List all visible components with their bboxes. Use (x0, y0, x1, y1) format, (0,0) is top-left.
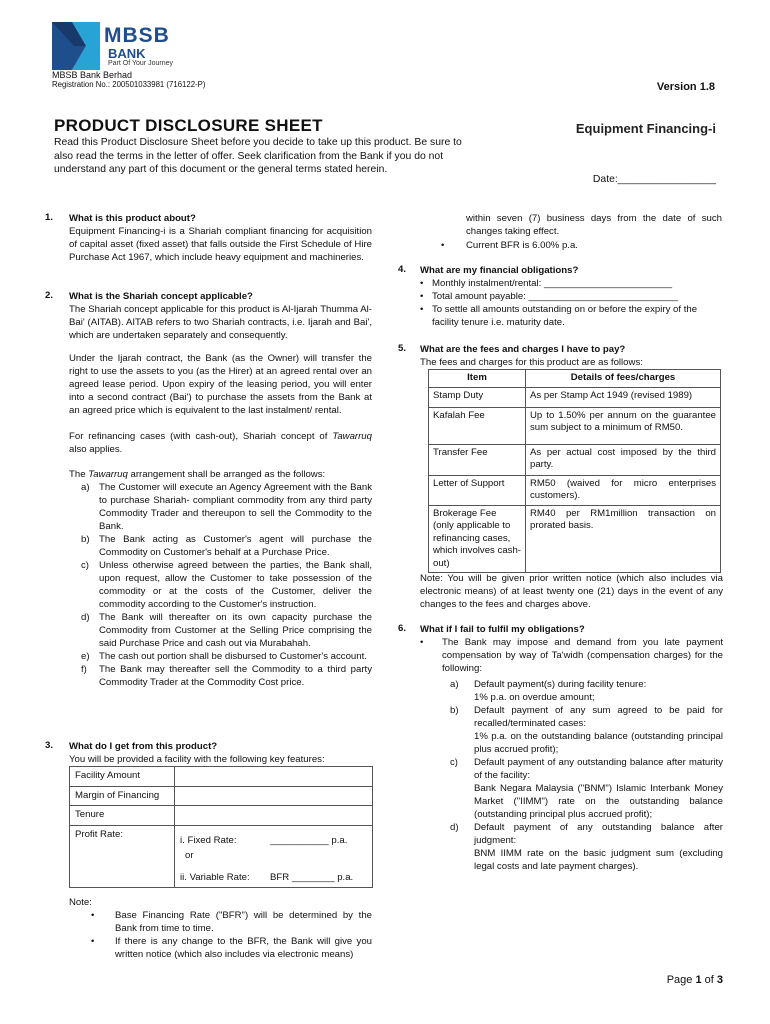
list-item-text: The Customer will execute an Agency Agreement with the Bank to purchase Shariah- compliant commodity from any third party Commodity Trader and thereupon to sell the Commodity to the Bank. (99, 482, 372, 532)
fee-details: RM50 (waived for micro enterprises customers). (526, 475, 721, 505)
note-text: Base Financing Rate ("BFR") will be determined by the Bank from time to time. (115, 910, 372, 934)
section-1-body: Equipment Financing-i is a Shariah compliant financing for acquisition of capital asset (fixed asset) that falls outside the First Schedule of Hire Purchase Act 1967, which include heavy equipment and machineries. (69, 226, 372, 263)
page-total: 3 (716, 974, 723, 986)
bfr-list (441, 239, 721, 252)
list-item (91, 909, 372, 935)
tawarruq-intro-term: Tawarruq (88, 469, 128, 480)
section-2-number: 2. (45, 290, 54, 301)
list-item (81, 481, 372, 533)
fees-table (428, 369, 721, 573)
table-row (70, 767, 373, 787)
margin-value[interactable] (175, 786, 373, 806)
list-item-label: d) (81, 612, 90, 623)
default-case-rate: BNM IIMM rate on the basic judgment sum (excluding legal costs and late payment charges). (474, 848, 723, 872)
list-item (450, 704, 723, 756)
section-2-ijarah-paragraph: Under the Ijarah contract, the Bank (as the Owner) will transfer the right to use the assets to you (as the Hirer) at an agreed rental over an agreed lease period. Upon expiry of the leasing period, you will enter into a second contract (Bai') to purchase the assets from the Bank at an agreed price which is equivalent to the last instalment/ rental. (69, 353, 372, 416)
fee-item: Letter of Support (429, 475, 526, 505)
table-row (70, 786, 373, 806)
settle-text: To settle all amounts outstanding on or before the expiry of the facility tenure i.e. maturity date. (432, 304, 698, 328)
page-number (667, 974, 723, 986)
note-label: Note: (69, 897, 92, 908)
list-item (81, 650, 372, 663)
tawarruq-term: Tawarruq (332, 431, 372, 442)
key-features-table (69, 766, 373, 888)
list-item (420, 277, 723, 290)
section-3-continuation: within seven (7) business days from the date of such changes taking effect. (466, 213, 722, 237)
notes-list (91, 909, 372, 961)
note-text: If there is any change to the BFR, the Bank will give you written notice (which also includes via electronic means) (115, 936, 372, 960)
list-item-text: The Bank may thereafter sell the Commodity to a third party Commodity Trader at the Commodity Cost price. (99, 664, 372, 688)
default-case-rate: 1% p.a. on overdue amount; (474, 692, 595, 703)
page-current: 1 (695, 974, 702, 986)
refinancing-text-end: also applies. (69, 444, 123, 455)
list-item-text: Unless otherwise agreed between the parties, the Bank shall, upon request, allow the Customer to take possession of the commodity or at the costs of the Customer, deliver the commodity according to the Customer's instruction. (99, 560, 372, 610)
fee-item: Kafalah Fee (429, 407, 526, 444)
fee-item: Brokerage Fee (only applicable to refinancing cases, which involves cash-out) (429, 505, 526, 573)
default-case-text: Default payment of any outstanding balance after judgment: (474, 822, 723, 846)
tawarruq-intro-end: arrangement shall be arranged as the follows: (130, 469, 326, 480)
tawarruq-intro (69, 468, 372, 481)
margin-label: Margin of Financing (70, 786, 175, 806)
fee-details: As per Stamp Act 1949 (revised 1989) (526, 387, 721, 407)
facility-amount-label: Facility Amount (70, 767, 175, 787)
section-4-number: 4. (398, 264, 407, 275)
variable-rate-label: ii. Variable Rate: (180, 871, 250, 883)
section-5-heading: What are the fees and charges I have to pay? (420, 344, 626, 355)
list-item (450, 756, 723, 821)
table-row (429, 475, 721, 505)
total-payable[interactable]: Total amount payable: ____________________________ (432, 291, 678, 302)
obligations-list (420, 277, 723, 329)
section-2 (69, 290, 372, 689)
section-2-heading: What is the Shariah concept applicable? (69, 291, 253, 302)
section-4 (420, 264, 723, 329)
monthly-instalment[interactable]: Monthly instalment/rental: ________________________ (432, 278, 673, 289)
list-item-text: The Bank will thereafter on its own capacity purchase the Commodity from Customer at the Selling Price comprising the said Purchase Price and cash out via Murabahah. (99, 612, 372, 649)
table-row (429, 387, 721, 407)
facility-amount-value[interactable] (175, 767, 373, 787)
table-header-row (429, 370, 721, 388)
product-name: Equipment Financing-i (575, 121, 716, 136)
list-item-label: d) (450, 822, 459, 833)
fee-item: Stamp Duty (429, 387, 526, 407)
page-prefix: Page (666, 974, 696, 986)
list-item (81, 663, 372, 689)
fee-item: Transfer Fee (429, 444, 526, 475)
company-name: MBSB Bank Berhad (52, 70, 133, 80)
list-item-label: c) (81, 560, 89, 571)
list-item (81, 533, 372, 559)
list-item (441, 239, 721, 252)
tawarruq-intro-start: The (69, 469, 86, 480)
section-3 (69, 740, 372, 766)
intro-text: Read this Product Disclosure Sheet before you decide to take up this product. Be sure to also read the terms in the letter of offer. Seek clarification from the Bank if you do not understand any part of this document or the general terms stated herein. (54, 137, 462, 175)
registration-number: Registration No.: 200501033981 (716122-P) (52, 80, 206, 89)
table-row (429, 505, 721, 573)
fixed-rate-line (180, 835, 367, 848)
list-item (91, 935, 372, 961)
default-case-text: Default payment(s) during facility tenure: (474, 679, 647, 690)
list-item-label: a) (450, 679, 459, 690)
fees-col-item: Item (429, 370, 526, 388)
fee-details: Up to 1.50% per annum on the guarantee sum subject to a minimum of RM50. (526, 407, 721, 444)
section-5-number: 5. (398, 343, 407, 354)
brand-name: MBSB (104, 24, 170, 47)
list-item (81, 559, 372, 611)
brand-tagline: Part Of Your Journey (108, 60, 173, 67)
section-5-body: The fees and charges for this product are as follows: (420, 357, 643, 368)
list-item-text: The cash out portion shall be disbursed to Customer's account. (99, 651, 367, 662)
section-5 (420, 343, 723, 369)
default-cases-list (450, 678, 723, 873)
refinancing-text: For refinancing cases (with cash-out), Shariah concept of (69, 431, 328, 442)
tawarruq-steps-list (81, 481, 372, 689)
list-item-label: f) (81, 664, 87, 675)
list-item-label: a) (81, 482, 90, 493)
fee-details: RM40 per RM1million transaction on prorated basis. (526, 505, 721, 573)
mbsb-logo-mark-icon (52, 22, 100, 70)
brand-sub: BANK (108, 46, 146, 61)
or-label: or (185, 850, 194, 861)
tenure-value[interactable] (175, 806, 373, 826)
page-title: PRODUCT DISCLOSURE SHEET (54, 116, 323, 135)
tenure-label: Tenure (70, 806, 175, 826)
table-row (70, 806, 373, 826)
section-6-number: 6. (398, 623, 407, 634)
table-row (429, 407, 721, 444)
section-1-heading: What is this product about? (69, 213, 196, 224)
section-3-heading: What do I get from this product? (69, 741, 218, 752)
list-item (450, 678, 723, 704)
section-6-heading: What if I fail to fulfil my obligations? (420, 624, 585, 635)
list-item (81, 611, 372, 650)
section-1-number: 1. (45, 212, 54, 223)
fixed-rate-blank[interactable]: ___________ p.a. (270, 834, 348, 846)
variable-rate-line (180, 872, 367, 885)
fee-details: As per actual cost imposed by the third party. (526, 444, 721, 475)
section-3-number: 3. (45, 740, 54, 751)
fees-col-details: Details of fees/charges (526, 370, 721, 388)
late-payment-text: The Bank may impose and demand from you late payment compensation by way of Ta'widh (compensation charges) for the following: (442, 637, 723, 674)
page-mid: of (701, 974, 717, 986)
current-bfr: Current BFR is 6.00% p.a. (466, 240, 578, 251)
section-6 (420, 623, 723, 873)
list-item (420, 636, 723, 675)
section-3-notes (69, 896, 372, 961)
section-2-body: The Shariah concept applicable for this product is Al-Ijarah Thumma Al- Bai' (AITAB). AITAB refers to two Shariah contracts, i.e. Ijarah and Bai', which are undertaken separately and consequently. (69, 304, 372, 341)
late-payment-list (420, 636, 723, 675)
section-3-body: You will be provided a facility with the following key features: (69, 754, 325, 765)
list-item-label: e) (81, 651, 90, 662)
list-item-label: b) (450, 705, 459, 716)
list-item-label: c) (450, 757, 458, 768)
section-1 (69, 212, 372, 264)
profit-rate-label: Profit Rate: (70, 825, 175, 888)
list-item-text: The Bank acting as Customer's agent will purchase the Commodity on Customer's behalf at a Purchase Price. (99, 534, 372, 558)
profit-rate-value[interactable] (175, 825, 373, 888)
fixed-rate-label: i. Fixed Rate: (180, 834, 237, 846)
list-item-label: b) (81, 534, 90, 545)
date-field[interactable]: Date:_________________ (592, 174, 716, 185)
list-item (420, 290, 723, 303)
table-row (70, 825, 373, 888)
default-case-rate: Bank Negara Malaysia ("BNM") Islamic Interbank Money Market ("IIMM") rate on the outstanding balance (outstanding principal plus accrued profit); (474, 783, 723, 820)
variable-rate-blank[interactable]: BFR ________ p.a. (270, 871, 354, 883)
table-row (429, 444, 721, 475)
list-item (450, 821, 723, 873)
default-case-rate: 1% p.a. on the outstanding balance (outstanding principal plus accrued profit); (474, 731, 723, 755)
default-case-text: Default payment of any outstanding balance after maturity of the facility: (474, 757, 723, 781)
fees-note: Note: You will be given prior written notice (which also includes via electronic means) of at least twenty one (21) days in the event of any changes to the fees and charges above. (420, 573, 723, 610)
section-2-refinancing-paragraph (69, 430, 372, 456)
version-label: Version 1.8 (656, 81, 715, 93)
section-4-heading: What are my financial obligations? (420, 265, 579, 276)
default-case-text: Default payment of any sum agreed to be paid for recalled/terminated cases: (474, 705, 723, 729)
bank-logo (52, 22, 212, 70)
list-item (420, 303, 723, 329)
